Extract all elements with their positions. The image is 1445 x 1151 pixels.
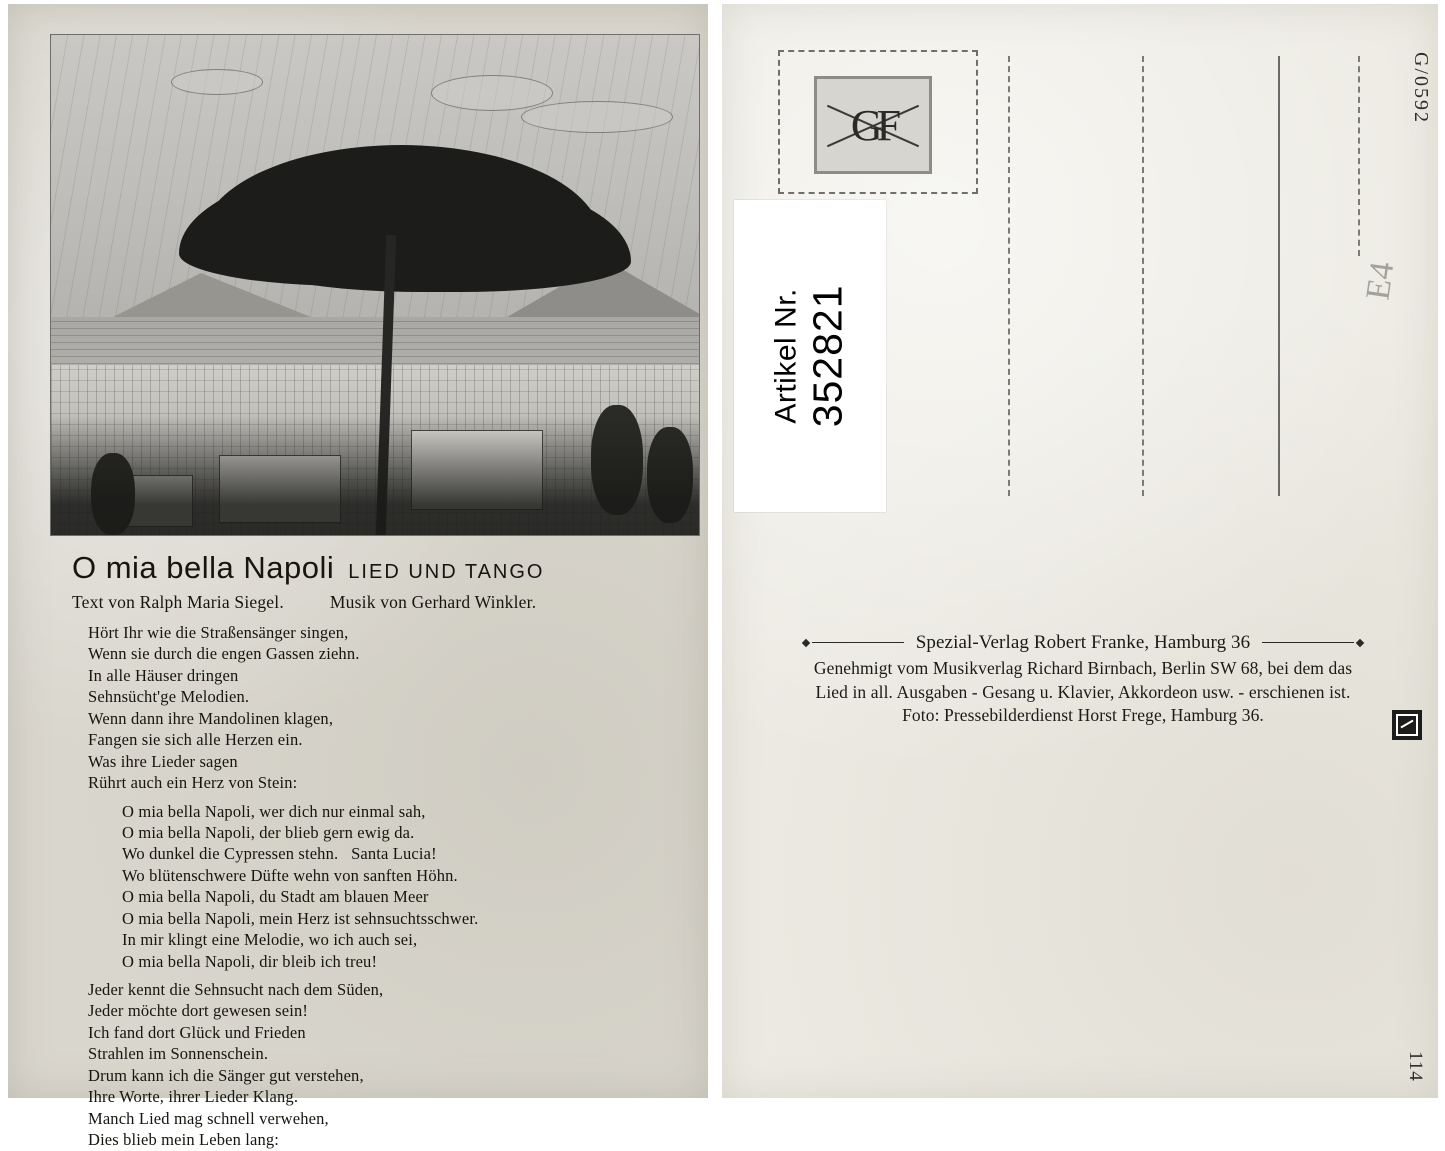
song-title-row [50, 550, 700, 586]
lyric-line: Manch Lied mag schnell verwehen, [88, 1108, 329, 1128]
address-rule [1008, 56, 1010, 496]
verse-1 [50, 622, 700, 794]
lyric-line: In alle Häuser dringen [88, 665, 239, 685]
lyric-line: Wo blütenschwere Düfte wehn von sanften Höhn. [122, 865, 458, 885]
song-credits [50, 592, 700, 613]
song-title: O mia bella Napoli [72, 550, 335, 585]
corner-number: 114 [1405, 1051, 1426, 1082]
lyric-line: Was ihre Lieder sagen [88, 751, 238, 771]
imprint-line: Lied in all. Ausgaben - Gesang u. Klavier, Akkordeon usw. - erschienen ist. [815, 681, 1351, 702]
lyric-line: Fangen sie sich alle Herzen ein. [88, 730, 303, 750]
lyric-line: O mia bella Napoli, mein Herz ist sehnsuchtsschwer. [122, 908, 479, 928]
chorus [50, 801, 700, 973]
lyric-line: Ich fand dort Glück und Frieden [88, 1022, 306, 1042]
music-credit: Musik von Gerhard Winkler. [329, 592, 537, 612]
side-code: G/0592 [1410, 52, 1432, 124]
song-text-block [50, 550, 700, 1151]
article-label: Artikel Nr. [769, 288, 803, 424]
lyric-line: Strahlen im Sonnenschein. [88, 1044, 269, 1064]
lyric-line: Wo dunkel die Cypressen stehn. Santa Lucia! [122, 844, 437, 864]
publisher-name: Spezial-Verlag Robert Franke, Hamburg 36 [915, 632, 1251, 653]
cloud-icon [521, 101, 673, 133]
logo-letters: GF [850, 100, 896, 150]
address-rule [1142, 56, 1144, 496]
lyric-line: Sehnsücht'ge Melodien. [88, 687, 250, 707]
postcard-front [8, 4, 708, 1150]
postcard-back [722, 4, 1438, 1098]
divider-right [1262, 642, 1354, 643]
publisher-imprint [748, 630, 1418, 728]
imprint-line: Genehmigt vom Musikverlag Richard Birnbach, Berlin SW 68, bei dem das [813, 658, 1353, 679]
illustration-naples [50, 34, 700, 536]
lyric-line: In mir klingt eine Melodie, wo ich auch sei, [122, 930, 418, 950]
lyric-line: Rührt auch ein Herz von Stein: [88, 773, 298, 793]
publisher-logo-icon [814, 76, 932, 174]
lyric-line: Hört Ihr wie die Straßensänger singen, [88, 623, 349, 642]
imprint-line: Foto: Pressebilderdienst Horst Frege, Hamburg 36. [902, 705, 1264, 726]
article-number-sticker [734, 200, 886, 512]
lyric-line: Wenn sie durch die engen Gassen ziehn. [88, 644, 360, 664]
verse-2 [50, 979, 700, 1151]
lyric-line: Jeder möchte dort gewesen sein! [88, 1001, 308, 1021]
printer-mark-icon [1392, 710, 1422, 740]
address-rule [1278, 56, 1280, 496]
article-number: 352821 [804, 284, 851, 428]
lyric-line: O mia bella Napoli, wer dich nur einmal sah, [122, 801, 426, 821]
cloud-icon [171, 69, 263, 95]
lyric-line: O mia bella Napoli, dir bleib ich treu! [122, 951, 378, 971]
lyric-line: Wenn dann ihre Mandolinen klagen, [88, 708, 334, 728]
text-credit: Text von Ralph Maria Siegel. [72, 592, 284, 612]
foreground-shadow [51, 415, 699, 535]
pencil-mark: E4 [1359, 259, 1402, 303]
divider-left [812, 642, 904, 643]
lyric-line: Drum kann ich die Sänger gut verstehen, [88, 1065, 364, 1085]
lyric-line: O mia bella Napoli, der blieb gern ewig da. [122, 822, 415, 842]
address-rule [1358, 56, 1360, 256]
lyric-line: Jeder kennt die Sehnsucht nach dem Süden, [88, 980, 384, 999]
lyric-line: O mia bella Napoli, du Stadt am blauen Meer [122, 887, 429, 907]
cloud-icon [431, 75, 553, 111]
lyric-line: Dies blieb mein Leben lang: [88, 1130, 279, 1150]
lyric-line: Ihre Worte, ihrer Lieder Klang. [88, 1087, 299, 1107]
song-subtitle: LIED UND TANGO [348, 561, 545, 583]
